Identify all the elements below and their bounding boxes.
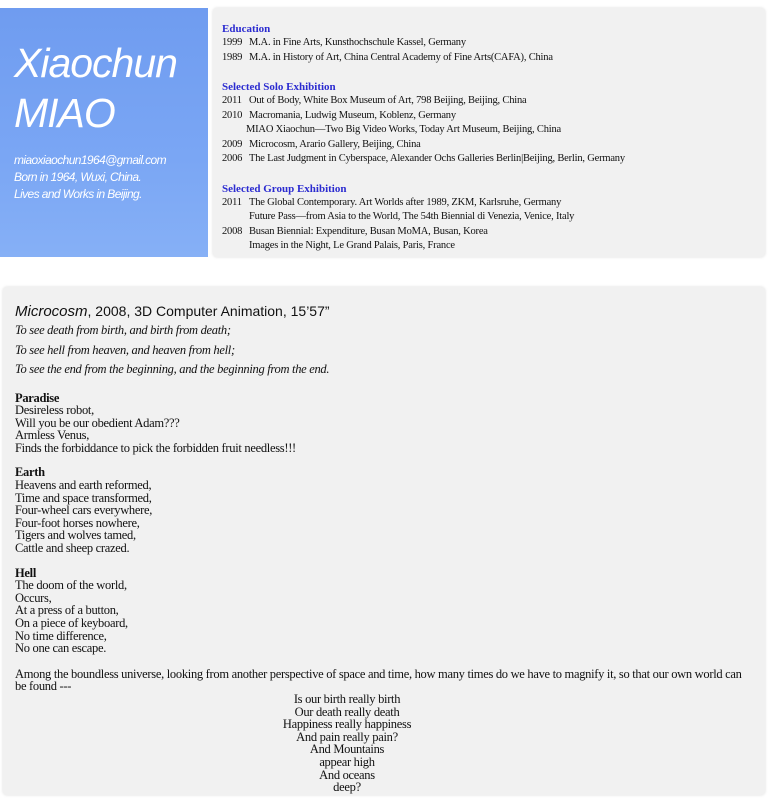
poem-line: Four-wheel cars everywhere,	[15, 503, 153, 518]
poem-line: Occurs,	[15, 590, 52, 605]
poem-line: On a piece of keyboard,	[15, 616, 128, 630]
education-row: 1989 M.A. in History of Art, China Central Academy of Fine Arts(CAFA), China	[222, 51, 553, 63]
solo-row: MIAO Xiaochun—Two Big Video Works, Today Art Museum, Beijing, China	[246, 124, 561, 135]
poem-line: Tigers and wolves tamed,	[15, 528, 136, 543]
artist-first-name: Xiaochun	[14, 40, 177, 86]
poem-line: Finds the forbiddance to pick the forbidden fruit needless!!!	[15, 440, 296, 455]
work-name: Microcosm	[15, 303, 88, 320]
group-row: 2008 Busan Biennial: Expenditure, Busan MoMA, Busan, Korea	[222, 225, 488, 237]
group-exhibition-heading: Selected Group Exhibition	[222, 182, 347, 195]
hell-stanza	[15, 567, 765, 655]
poem-line: Our death really death	[294, 704, 400, 719]
poem-line: Desireless robot,	[15, 403, 94, 418]
poem-line: No time difference,	[15, 628, 107, 643]
poem-line: Is our birth really birth	[293, 691, 401, 706]
poem-line: No one can escape.	[15, 641, 107, 656]
earth-stanza	[15, 466, 765, 554]
group-row: 2011 The Global Contemporary. Art Worlds after 1989, ZKM, Karlsruhe, Germany	[222, 196, 562, 208]
poem-line: Four-foot horses nowhere,	[15, 515, 140, 530]
poem-line: And pain really pain?	[296, 729, 398, 744]
artist-email[interactable]: miaoxiaochun1964@gmail.com	[14, 153, 167, 167]
poem-line: appear high	[319, 754, 375, 769]
work-panel	[3, 287, 765, 795]
hell-heading: Hell	[15, 565, 37, 580]
poem-line: The doom of the world,	[15, 578, 127, 593]
poem-line: Time and space transformed,	[15, 490, 152, 505]
poem-line: Happiness really happiness	[282, 717, 412, 732]
solo-row: 2010 Macromania, Ludwig Museum, Koblenz, Germany	[222, 109, 456, 121]
poem-line: At a press of a button,	[15, 603, 119, 618]
artist-header	[0, 8, 208, 257]
solo-row: 2006 The Last Judgment in Cyberspace, Alexander Ochs Galleries Berlin|Beijing, Berlin, Germany	[222, 153, 625, 164]
epigraph-line: To see the end from the beginning, and the beginning from the end.	[15, 362, 330, 376]
poem-line: deep?	[333, 780, 361, 795]
solo-row: 2009 Microcosm, Arario Gallery, Beijing, China	[222, 138, 421, 150]
poem-line: And oceans	[319, 767, 375, 782]
epigraph-line: To see hell from heaven, and heaven from hell;	[15, 342, 235, 357]
solo-exhibition-heading: Selected Solo Exhibition	[222, 81, 336, 93]
education-section	[222, 22, 765, 65]
epigraph-line: To see death from birth, and birth from death;	[15, 323, 231, 337]
work-title	[15, 302, 765, 321]
artist-last-name: MIAO	[14, 90, 115, 136]
earth-heading: Earth	[15, 465, 45, 480]
group-row: Future Pass—from Asia to the World, The 54th Biennial di Venezia, Venice, Italy	[249, 211, 575, 222]
closing-paragraph: Among the boundless universe, looking from another perspective of space and time, how many times do we have to magnify it, so that our own world can be found ---	[15, 666, 742, 694]
artist-info	[14, 152, 208, 203]
artist-lives: Lives and Works in Beijing.	[14, 187, 142, 201]
closing-poem	[15, 693, 679, 794]
work-details: , 2008, 3D Computer Animation, 15’57”	[87, 303, 330, 319]
group-exhibition-section	[222, 182, 765, 254]
education-heading: Education	[222, 23, 271, 35]
paradise-heading: Paradise	[15, 390, 60, 405]
poem-line: Armless Venus,	[15, 428, 90, 443]
paradise-stanza	[15, 392, 765, 455]
education-row: 1999 M.A. in Fine Arts, Kunsthochschule Kassel, Germany	[222, 37, 466, 48]
poem-line: Will you be our obedient Adam???	[15, 415, 180, 430]
solo-row: 2011 Out of Body, White Box Museum of Art, 798 Beijing, Beijing, China	[222, 95, 527, 106]
solo-exhibition-section	[222, 80, 765, 167]
poem-line: Heavens and earth reformed,	[15, 478, 152, 493]
artist-born: Born in 1964, Wuxi, China.	[14, 170, 142, 184]
poem-line: And Mountains	[309, 742, 385, 757]
cv-panel	[213, 8, 765, 257]
group-row: Images in the Night, Le Grand Palais, Paris, France	[249, 240, 455, 251]
poem-line: Cattle and sheep crazed.	[15, 541, 130, 556]
